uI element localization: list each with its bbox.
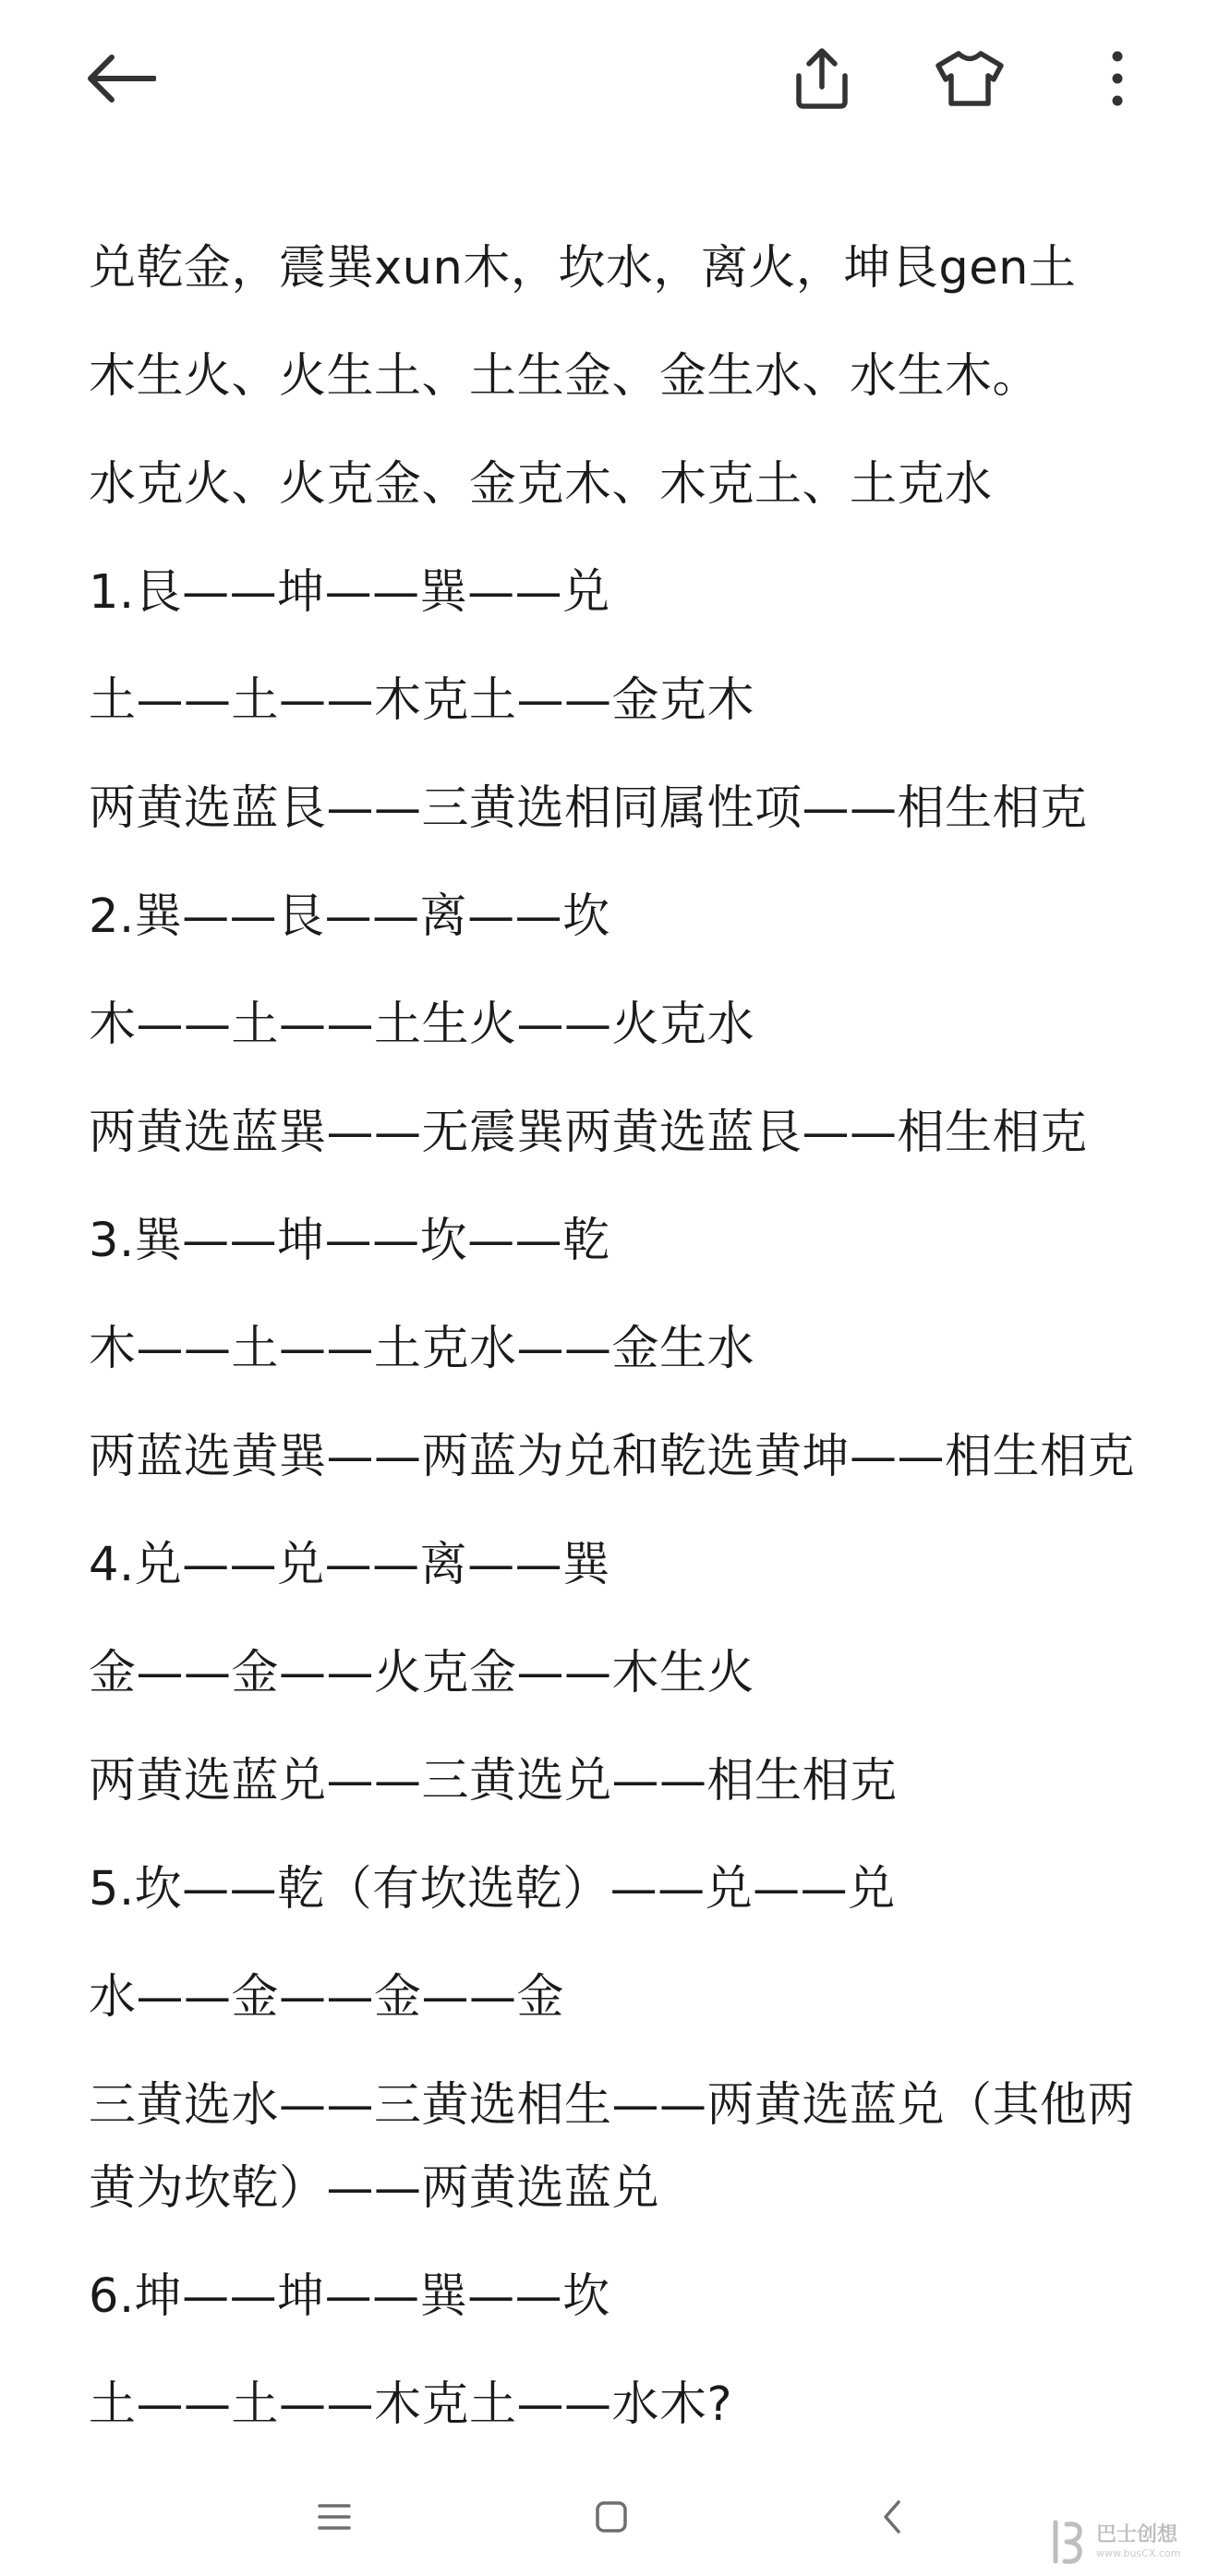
note-line: 土——土——木克土——金克木 [89, 673, 755, 728]
recent-apps-button[interactable] [293, 2475, 376, 2558]
home-button[interactable] [570, 2475, 653, 2558]
home-square-icon [594, 2499, 629, 2534]
system-back-button[interactable] [851, 2475, 934, 2558]
theme-button[interactable] [928, 37, 1011, 120]
watermark [1048, 2514, 1214, 2570]
shirt-icon [935, 49, 1005, 108]
arrow-left-icon [86, 53, 156, 104]
note-line: 三黄选水——三黄选相生——两黄选蓝兑（其他两黄为坎乾）——两黄选蓝兑 [89, 2078, 1136, 2216]
more-vertical-icon [1108, 49, 1127, 108]
menu-icon [316, 2501, 353, 2533]
more-options-button[interactable] [1076, 37, 1159, 120]
note-line: 2.巽——艮——离——坎 [89, 889, 610, 944]
share-icon [793, 46, 851, 111]
note-line: 5.坎——乾（有坎选乾）——兑——兑 [89, 1862, 896, 1917]
note-line: 金——金——火克金——木生火 [89, 1646, 755, 1700]
note-line: 水克火、火克金、金克木、木克土、土克水 [89, 457, 993, 512]
note-line: 木——土——土生火——火克水 [89, 998, 755, 1052]
note-line: 两黄选蓝兑——三黄选兑——相生相克 [89, 1754, 898, 1808]
note-content [89, 214, 1141, 2459]
note-line: 3.巽——坤——坎——乾 [89, 1214, 610, 1268]
system-navigation-bar [0, 2457, 1219, 2576]
note-line: 两蓝选黄巽——两蓝为兑和乾选黄坤——相生相克 [89, 1430, 1136, 1484]
share-button[interactable] [780, 37, 863, 120]
note-line: 4.兑——兑——离——巽 [89, 1538, 610, 1592]
note-line: 土——土——木克土——水木? [89, 2377, 733, 2432]
top-toolbar [0, 0, 1219, 157]
note-line: 水——金——金——金 [89, 1970, 565, 2025]
watermark-url: www.busCX.com [1096, 2547, 1181, 2559]
note-line: 1.艮——坤——巽——兑 [89, 565, 610, 620]
note-line: 两黄选蓝艮——三黄选相同属性项——相生相克 [89, 781, 1088, 836]
note-line: 兑乾金，震巽xun木，坎水，离火，坤艮gen土 [89, 241, 1077, 296]
back-chevron-icon [880, 2498, 904, 2535]
note-line: 6.坤——坤——巽——坎 [89, 2269, 610, 2324]
note-line: 两黄选蓝巽——无震巽两黄选蓝艮——相生相克 [89, 1106, 1088, 1160]
note-line: 木——土——土克水——金生水 [89, 1322, 755, 1376]
watermark-logo-icon [1048, 2517, 1091, 2567]
back-button[interactable] [79, 37, 163, 120]
note-line: 木生火、火生土、土生金、金生水、水生木。 [89, 349, 1041, 404]
watermark-text: 巴士创想 [1096, 2523, 1178, 2546]
